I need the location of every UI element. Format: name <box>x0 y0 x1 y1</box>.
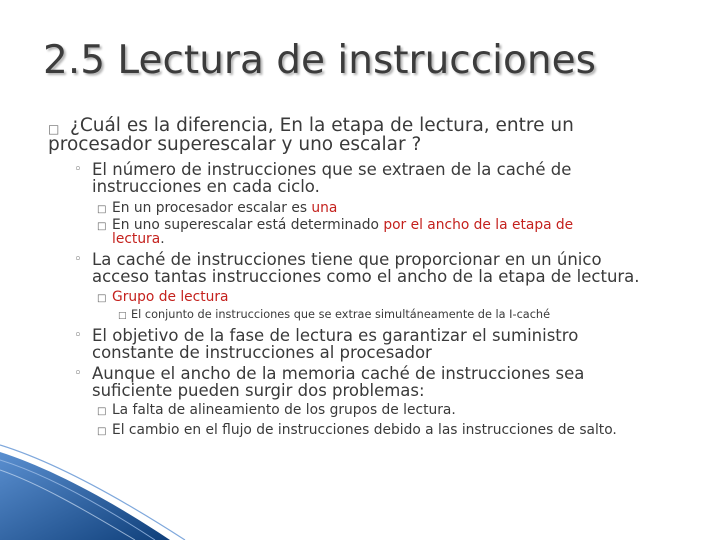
circle-bullet-icon: ◦ <box>74 252 82 267</box>
square-bullet-icon: □ <box>97 221 107 232</box>
slide-title: 2.5 Lectura de instrucciones <box>43 38 596 83</box>
square-bullet-icon: □ <box>97 293 107 304</box>
sub-sub-list-item <box>118 309 678 321</box>
square-bullet-icon: □ <box>48 122 60 136</box>
sub-list-item <box>97 218 657 246</box>
list-item-line: acceso tantas instrucciones como el ancho de la etapa de lectura. <box>92 267 640 286</box>
sub-list-item <box>97 201 657 215</box>
sub-item-text: La falta de alineamiento de los grupos de lectura. <box>112 402 456 418</box>
list-item-line: La caché de instrucciones tiene que proporcionar en un único <box>92 250 602 269</box>
list-item-line: constante de instrucciones al procesador <box>92 343 432 362</box>
question-line-2: procesador superescalar y uno escalar ? <box>48 134 422 155</box>
highlight-text: Grupo de lectura <box>112 289 229 305</box>
question-line-1: ¿Cuál es la diferencia, En la etapa de lectura, entre un <box>70 115 574 136</box>
list-item <box>74 365 674 399</box>
circle-bullet-icon: ◦ <box>74 162 82 177</box>
square-bullet-icon: □ <box>97 406 107 417</box>
list-item-line: instrucciones en cada ciclo. <box>92 177 320 196</box>
wave-shape <box>0 452 170 540</box>
sub-list-item <box>97 290 657 304</box>
sub-list-item <box>97 403 657 417</box>
square-bullet-icon: □ <box>118 311 127 321</box>
sub-item-text: . <box>160 231 165 247</box>
sub-item-text: En uno superescalar está determinado <box>112 217 384 233</box>
list-item <box>74 251 674 285</box>
question-bullet <box>48 116 688 154</box>
corner-wave-decoration <box>0 440 200 540</box>
list-item <box>74 327 674 361</box>
sub-sub-item-text: El conjunto de instrucciones que se extrae simultáneamente de la I-caché <box>131 308 551 321</box>
sub-item-text: El cambio en el flujo de instrucciones debido a las instrucciones de salto. <box>112 422 617 438</box>
list-item <box>74 161 674 195</box>
square-bullet-icon: □ <box>97 426 107 437</box>
sub-item-text: En un procesador escalar es <box>112 200 312 216</box>
list-item-line: suficiente pueden surgir dos problemas: <box>92 381 425 400</box>
list-item-line: El objetivo de la fase de lectura es garantizar el suministro <box>92 326 579 345</box>
list-item-line: Aunque el ancho de la memoria caché de instrucciones sea <box>92 364 585 383</box>
square-bullet-icon: □ <box>97 204 107 215</box>
highlight-text: una <box>311 200 338 216</box>
highlight-text: lectura <box>112 231 161 247</box>
circle-bullet-icon: ◦ <box>74 366 82 381</box>
highlight-text: por el ancho de la etapa de <box>383 217 574 233</box>
list-item-line: El número de instrucciones que se extraen de la caché de <box>92 160 572 179</box>
circle-bullet-icon: ◦ <box>74 328 82 343</box>
sub-list-item <box>97 423 657 437</box>
